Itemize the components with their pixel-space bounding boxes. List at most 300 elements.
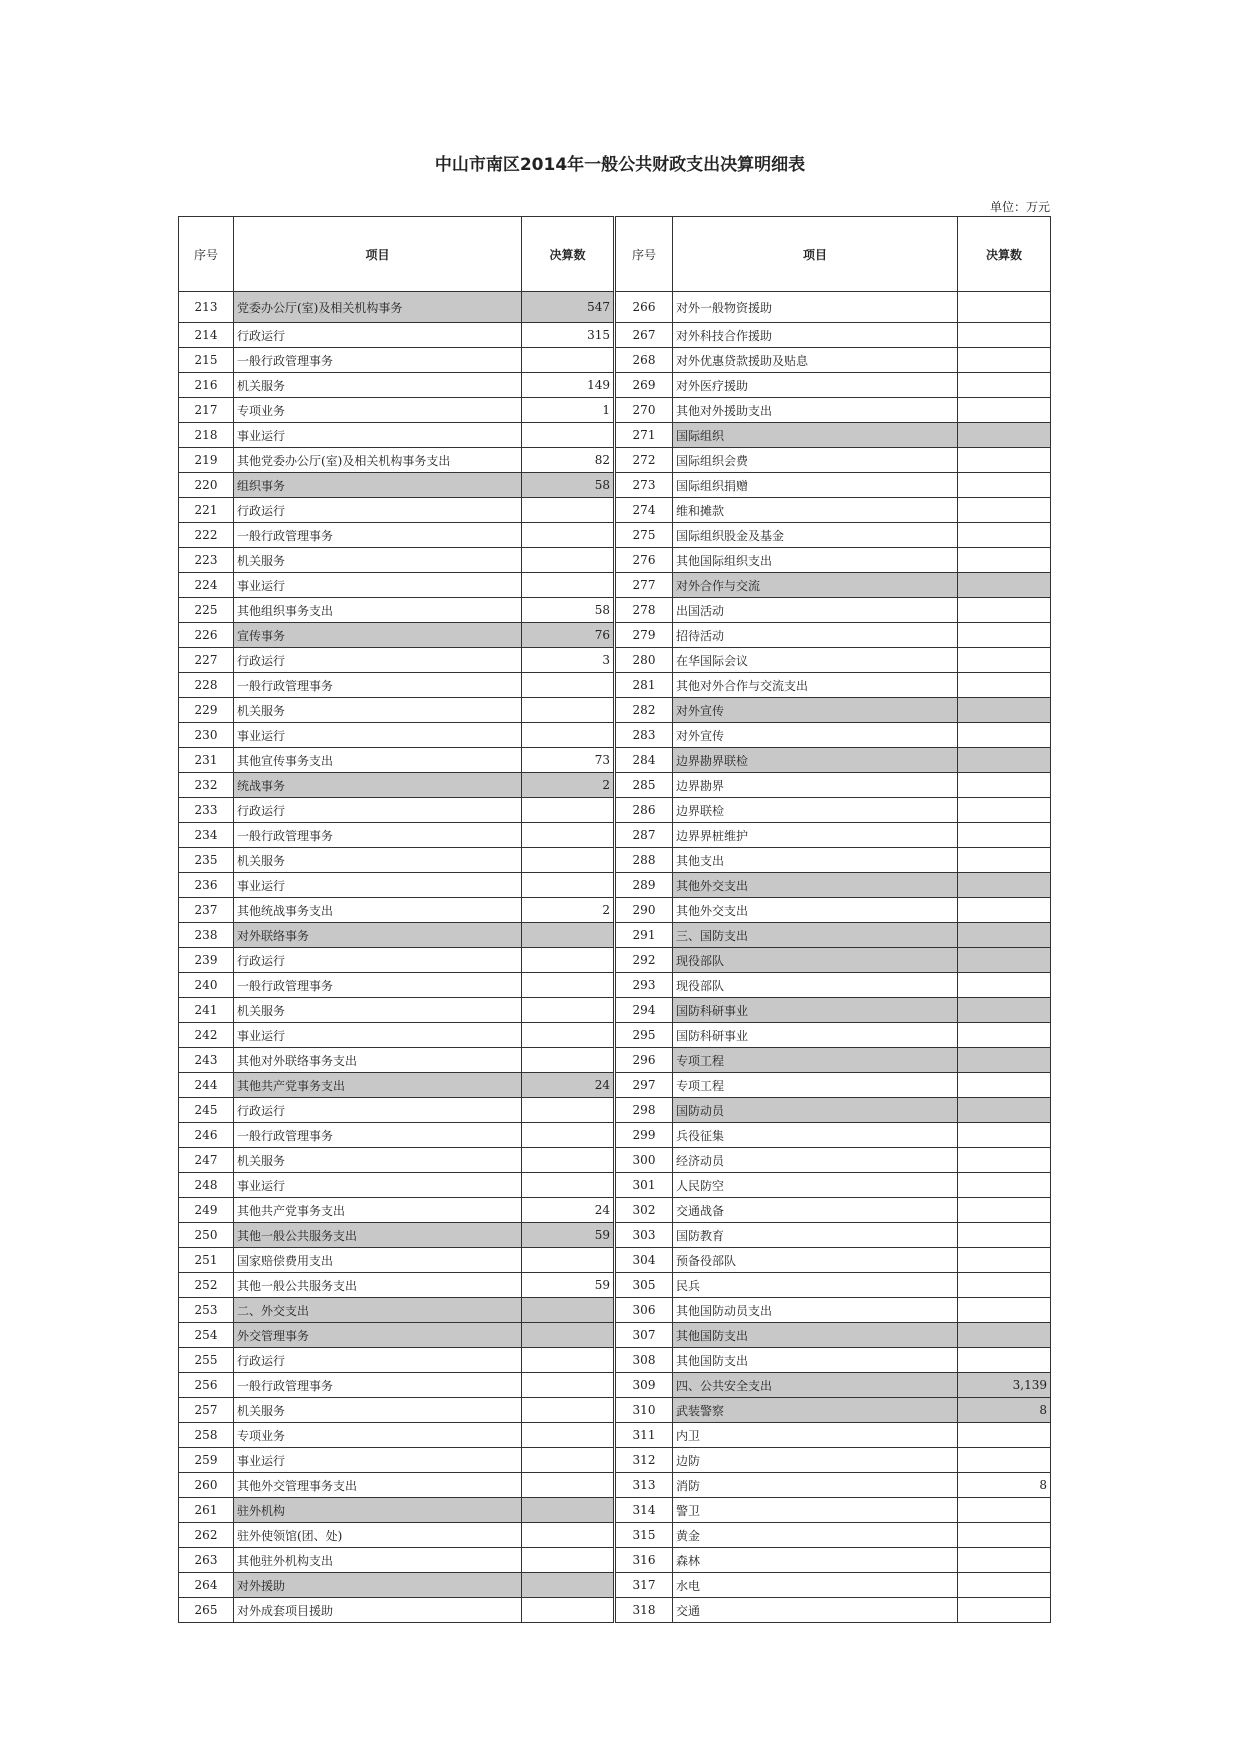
- amount-right: [958, 1048, 1051, 1073]
- item-name-right: 出国活动: [673, 598, 958, 623]
- item-name-right: 其他外交支出: [673, 898, 958, 923]
- item-name-right: 国际组织会费: [673, 448, 958, 473]
- item-name-right: 其他国防支出: [673, 1323, 958, 1348]
- item-name-right: 现役部队: [673, 948, 958, 973]
- row-number-left: 232: [179, 773, 234, 798]
- row-number-right: 271: [615, 423, 673, 448]
- row-number-left: 240: [179, 973, 234, 998]
- item-name-left: 事业运行: [234, 723, 522, 748]
- item-name-left: 机关服务: [234, 1398, 522, 1423]
- amount-left: [522, 1498, 615, 1523]
- amount-left: 315: [522, 323, 615, 348]
- row-number-left: 259: [179, 1448, 234, 1473]
- amount-left: [522, 1523, 615, 1548]
- row-number-left: 245: [179, 1098, 234, 1123]
- row-number-right: 316: [615, 1548, 673, 1573]
- row-number-left: 254: [179, 1323, 234, 1348]
- row-number-left: 222: [179, 523, 234, 548]
- item-name-right: 其他对外合作与交流支出: [673, 673, 958, 698]
- item-name-left: 专项业务: [234, 398, 522, 423]
- item-name-right: 对外优惠贷款援助及贴息: [673, 348, 958, 373]
- row-number-right: 276: [615, 548, 673, 573]
- item-name-left: 组织事务: [234, 473, 522, 498]
- amount-left: [522, 423, 615, 448]
- row-number-right: 279: [615, 623, 673, 648]
- row-number-left: 229: [179, 698, 234, 723]
- amount-left: 24: [522, 1198, 615, 1223]
- amount-left: [522, 348, 615, 373]
- item-name-right: 其他国防动员支出: [673, 1298, 958, 1323]
- amount-right: [958, 448, 1051, 473]
- row-number-left: 215: [179, 348, 234, 373]
- amount-right: [958, 1123, 1051, 1148]
- table-row: [179, 823, 1051, 848]
- item-name-left: 一般行政管理事务: [234, 973, 522, 998]
- row-number-left: 219: [179, 448, 234, 473]
- item-name-right: 民兵: [673, 1273, 958, 1298]
- amount-right: 8: [958, 1473, 1051, 1498]
- amount-right: [958, 548, 1051, 573]
- table-row: [179, 1073, 1051, 1098]
- row-number-left: 253: [179, 1298, 234, 1323]
- table-row: [179, 323, 1051, 348]
- item-name-left: 事业运行: [234, 1448, 522, 1473]
- amount-right: [958, 573, 1051, 598]
- row-number-right: 295: [615, 1023, 673, 1048]
- amount-right: [958, 473, 1051, 498]
- amount-left: [522, 573, 615, 598]
- amount-right: [958, 323, 1051, 348]
- item-name-left: 国家赔偿费用支出: [234, 1248, 522, 1273]
- amount-right: [958, 1423, 1051, 1448]
- row-number-right: 286: [615, 798, 673, 823]
- item-name-right: 消防: [673, 1473, 958, 1498]
- amount-left: [522, 1598, 615, 1623]
- amount-right: [958, 1598, 1051, 1623]
- amount-right: [958, 798, 1051, 823]
- item-name-left: 二、外交支出: [234, 1298, 522, 1323]
- table-row: [179, 673, 1051, 698]
- row-number-right: 294: [615, 998, 673, 1023]
- item-name-right: 对外科技合作援助: [673, 323, 958, 348]
- amount-left: 59: [522, 1273, 615, 1298]
- row-number-right: 317: [615, 1573, 673, 1598]
- item-name-right: 国防科研事业: [673, 998, 958, 1023]
- table-row: [179, 1548, 1051, 1573]
- row-number-right: 309: [615, 1373, 673, 1398]
- row-number-right: 266: [615, 292, 673, 323]
- row-number-right: 297: [615, 1073, 673, 1098]
- row-number-left: 238: [179, 923, 234, 948]
- item-name-right: 交通战备: [673, 1198, 958, 1223]
- amount-right: [958, 373, 1051, 398]
- row-number-left: 261: [179, 1498, 234, 1523]
- row-number-right: 299: [615, 1123, 673, 1148]
- amount-left: 59: [522, 1223, 615, 1248]
- amount-right: [958, 598, 1051, 623]
- item-name-left: 机关服务: [234, 848, 522, 873]
- row-number-left: 226: [179, 623, 234, 648]
- row-number-left: 243: [179, 1048, 234, 1073]
- amount-left: 82: [522, 448, 615, 473]
- amount-right: [958, 1173, 1051, 1198]
- amount-left: [522, 848, 615, 873]
- amount-right: [958, 1198, 1051, 1223]
- row-number-right: 296: [615, 1048, 673, 1073]
- row-number-left: 213: [179, 292, 234, 323]
- amount-left: 547: [522, 292, 615, 323]
- row-number-right: 302: [615, 1198, 673, 1223]
- item-name-right: 对外合作与交流: [673, 573, 958, 598]
- row-number-left: 251: [179, 1248, 234, 1273]
- table-row: [179, 1423, 1051, 1448]
- amount-left: 2: [522, 898, 615, 923]
- amount-left: [522, 1098, 615, 1123]
- item-name-left: 行政运行: [234, 323, 522, 348]
- table-row: [179, 873, 1051, 898]
- item-name-right: 其他国防支出: [673, 1348, 958, 1373]
- item-name-right: 内卫: [673, 1423, 958, 1448]
- amount-left: 149: [522, 373, 615, 398]
- row-number-left: 242: [179, 1023, 234, 1048]
- amount-right: [958, 723, 1051, 748]
- row-number-left: 239: [179, 948, 234, 973]
- item-name-left: 一般行政管理事务: [234, 1373, 522, 1398]
- item-name-right: 国际组织: [673, 423, 958, 448]
- table-row: [179, 1148, 1051, 1173]
- table-row: [179, 1473, 1051, 1498]
- row-number-left: 255: [179, 1348, 234, 1373]
- row-number-right: 278: [615, 598, 673, 623]
- table-row: [179, 548, 1051, 573]
- table-row: [179, 698, 1051, 723]
- item-name-left: 对外援助: [234, 1573, 522, 1598]
- item-name-left: 行政运行: [234, 948, 522, 973]
- amount-left: [522, 673, 615, 698]
- item-name-left: 机关服务: [234, 998, 522, 1023]
- amount-right: [958, 1298, 1051, 1323]
- table-row: [179, 598, 1051, 623]
- row-number-right: 284: [615, 748, 673, 773]
- table-row: [179, 1198, 1051, 1223]
- table-row: [179, 1248, 1051, 1273]
- item-name-right: 对外医疗援助: [673, 373, 958, 398]
- amount-right: [958, 423, 1051, 448]
- amount-right: [958, 1348, 1051, 1373]
- item-name-left: 行政运行: [234, 648, 522, 673]
- item-name-right: 边防: [673, 1448, 958, 1473]
- table-row: [179, 1323, 1051, 1348]
- table-row: [179, 1173, 1051, 1198]
- item-name-right: 人民防空: [673, 1173, 958, 1198]
- item-name-left: 一般行政管理事务: [234, 1123, 522, 1148]
- item-name-left: 对外联络事务: [234, 923, 522, 948]
- item-name-right: 其他对外援助支出: [673, 398, 958, 423]
- row-number-left: 225: [179, 598, 234, 623]
- table-row: [179, 998, 1051, 1023]
- row-number-left: 217: [179, 398, 234, 423]
- amount-right: [958, 923, 1051, 948]
- item-name-right: 对外宣传: [673, 698, 958, 723]
- amount-right: [958, 873, 1051, 898]
- amount-right: [958, 773, 1051, 798]
- row-number-right: 305: [615, 1273, 673, 1298]
- amount-left: 2: [522, 773, 615, 798]
- item-name-left: 其他一般公共服务支出: [234, 1223, 522, 1248]
- table-row: [179, 1398, 1051, 1423]
- row-number-left: 258: [179, 1423, 234, 1448]
- page-title: 中山市南区2014年一般公共财政支出决算明细表: [434, 155, 806, 175]
- item-name-right: 四、公共安全支出: [673, 1373, 958, 1398]
- item-name-right: 招待活动: [673, 623, 958, 648]
- row-number-left: 260: [179, 1473, 234, 1498]
- amount-right: [958, 1073, 1051, 1098]
- row-number-right: 287: [615, 823, 673, 848]
- row-number-right: 275: [615, 523, 673, 548]
- item-name-left: 外交管理事务: [234, 1323, 522, 1348]
- item-name-left: 行政运行: [234, 1098, 522, 1123]
- amount-right: [958, 1573, 1051, 1598]
- row-number-left: 237: [179, 898, 234, 923]
- item-name-left: 一般行政管理事务: [234, 348, 522, 373]
- amount-right: [958, 523, 1051, 548]
- amount-left: [522, 1548, 615, 1573]
- table-row: [179, 1273, 1051, 1298]
- amount-right: [958, 1498, 1051, 1523]
- amount-right: [958, 848, 1051, 873]
- table-row: [179, 798, 1051, 823]
- table-body: [179, 292, 1051, 1623]
- table-row: [179, 1373, 1051, 1398]
- amount-right: [958, 973, 1051, 998]
- item-name-right: 边界界桩维护: [673, 823, 958, 848]
- item-name-left: 事业运行: [234, 1173, 522, 1198]
- amount-left: [522, 1373, 615, 1398]
- amount-left: [522, 1123, 615, 1148]
- table-row: [179, 292, 1051, 323]
- row-number-right: 293: [615, 973, 673, 998]
- row-number-left: 214: [179, 323, 234, 348]
- table-row: [179, 523, 1051, 548]
- amount-left: 1: [522, 398, 615, 423]
- item-name-right: 维和摊款: [673, 498, 958, 523]
- amount-left: [522, 1148, 615, 1173]
- table-row: [179, 973, 1051, 998]
- item-name-right: 森林: [673, 1548, 958, 1573]
- amount-right: 3,139: [958, 1373, 1051, 1398]
- item-name-left: 其他对外联络事务支出: [234, 1048, 522, 1073]
- amount-left: 24: [522, 1073, 615, 1098]
- amount-right: [958, 398, 1051, 423]
- amount-left: [522, 823, 615, 848]
- header-amount-left: 决算数: [522, 217, 615, 292]
- row-number-left: 252: [179, 1273, 234, 1298]
- row-number-left: 265: [179, 1598, 234, 1623]
- row-number-right: 290: [615, 898, 673, 923]
- item-name-left: 一般行政管理事务: [234, 823, 522, 848]
- table-row: [179, 623, 1051, 648]
- row-number-right: 304: [615, 1248, 673, 1273]
- row-number-left: 244: [179, 1073, 234, 1098]
- row-number-left: 231: [179, 748, 234, 773]
- amount-left: [522, 1023, 615, 1048]
- item-name-right: 国际组织捐赠: [673, 473, 958, 498]
- item-name-left: 其他共产党事务支出: [234, 1073, 522, 1098]
- item-name-right: 其他国际组织支出: [673, 548, 958, 573]
- amount-left: [522, 923, 615, 948]
- row-number-right: 300: [615, 1148, 673, 1173]
- item-name-left: 一般行政管理事务: [234, 523, 522, 548]
- row-number-left: 249: [179, 1198, 234, 1223]
- item-name-left: 事业运行: [234, 573, 522, 598]
- amount-left: [522, 523, 615, 548]
- amount-right: [958, 1523, 1051, 1548]
- amount-right: [958, 948, 1051, 973]
- row-number-right: 315: [615, 1523, 673, 1548]
- row-number-left: 236: [179, 873, 234, 898]
- row-number-left: 246: [179, 1123, 234, 1148]
- item-name-left: 一般行政管理事务: [234, 673, 522, 698]
- table-row: [179, 898, 1051, 923]
- table-row: [179, 448, 1051, 473]
- row-number-right: 306: [615, 1298, 673, 1323]
- amount-left: 3: [522, 648, 615, 673]
- row-number-right: 291: [615, 923, 673, 948]
- row-number-left: 250: [179, 1223, 234, 1248]
- unit-label: 单位：万元: [989, 200, 1050, 214]
- item-name-right: 经济动员: [673, 1148, 958, 1173]
- table-row: [179, 723, 1051, 748]
- amount-left: 76: [522, 623, 615, 648]
- item-name-left: 机关服务: [234, 698, 522, 723]
- amount-left: [522, 1423, 615, 1448]
- amount-right: [958, 498, 1051, 523]
- row-number-right: 283: [615, 723, 673, 748]
- item-name-left: 其他宣传事务支出: [234, 748, 522, 773]
- item-name-right: 专项工程: [673, 1048, 958, 1073]
- item-name-right: 水电: [673, 1573, 958, 1598]
- row-number-right: 268: [615, 348, 673, 373]
- amount-left: [522, 798, 615, 823]
- row-number-right: 312: [615, 1448, 673, 1473]
- item-name-left: 行政运行: [234, 498, 522, 523]
- row-number-left: 233: [179, 798, 234, 823]
- row-number-right: 269: [615, 373, 673, 398]
- row-number-right: 307: [615, 1323, 673, 1348]
- amount-right: [958, 1148, 1051, 1173]
- row-number-left: 264: [179, 1573, 234, 1598]
- row-number-left: 262: [179, 1523, 234, 1548]
- item-name-left: 机关服务: [234, 373, 522, 398]
- item-name-right: 国防科研事业: [673, 1023, 958, 1048]
- item-name-left: 事业运行: [234, 873, 522, 898]
- item-name-right: 预备役部队: [673, 1248, 958, 1273]
- item-name-left: 其他外交管理事务支出: [234, 1473, 522, 1498]
- item-name-left: 机关服务: [234, 1148, 522, 1173]
- amount-left: [522, 548, 615, 573]
- amount-right: [958, 1223, 1051, 1248]
- table-row: [179, 1598, 1051, 1623]
- table-row: [179, 848, 1051, 873]
- amount-left: [522, 498, 615, 523]
- row-number-right: 267: [615, 323, 673, 348]
- amount-right: [958, 292, 1051, 323]
- amount-left: [522, 1248, 615, 1273]
- amount-right: [958, 698, 1051, 723]
- header-seq-right: 序号: [615, 217, 673, 292]
- row-number-left: 248: [179, 1173, 234, 1198]
- amount-left: [522, 1473, 615, 1498]
- table-row: [179, 1498, 1051, 1523]
- item-name-right: 黄金: [673, 1523, 958, 1548]
- amount-left: [522, 1323, 615, 1348]
- amount-left: [522, 1398, 615, 1423]
- amount-left: [522, 698, 615, 723]
- table-row: [179, 1098, 1051, 1123]
- item-name-left: 对外成套项目援助: [234, 1598, 522, 1623]
- table-row: [179, 1298, 1051, 1323]
- item-name-left: 其他组织事务支出: [234, 598, 522, 623]
- row-number-left: 216: [179, 373, 234, 398]
- row-number-left: 227: [179, 648, 234, 673]
- amount-right: [958, 623, 1051, 648]
- amount-right: [958, 748, 1051, 773]
- row-number-left: 230: [179, 723, 234, 748]
- amount-left: [522, 948, 615, 973]
- item-name-right: 对外宣传: [673, 723, 958, 748]
- row-number-right: 314: [615, 1498, 673, 1523]
- row-number-right: 289: [615, 873, 673, 898]
- row-number-right: 273: [615, 473, 673, 498]
- row-number-right: 272: [615, 448, 673, 473]
- item-name-left: 其他一般公共服务支出: [234, 1273, 522, 1298]
- amount-left: [522, 1048, 615, 1073]
- table-row: [179, 748, 1051, 773]
- table-header-row: [179, 217, 1051, 292]
- row-number-right: 311: [615, 1423, 673, 1448]
- item-name-left: 党委办公厅(室)及相关机构事务: [234, 292, 522, 323]
- table-row: [179, 423, 1051, 448]
- item-name-right: 现役部队: [673, 973, 958, 998]
- row-number-left: 256: [179, 1373, 234, 1398]
- table-row: [179, 1123, 1051, 1148]
- item-name-left: 机关服务: [234, 548, 522, 573]
- item-name-left: 其他统战事务支出: [234, 898, 522, 923]
- table-row: [179, 648, 1051, 673]
- table-row: [179, 348, 1051, 373]
- header-seq-left: 序号: [179, 217, 234, 292]
- row-number-left: 235: [179, 848, 234, 873]
- row-number-right: 318: [615, 1598, 673, 1623]
- row-number-right: 281: [615, 673, 673, 698]
- table-row: [179, 948, 1051, 973]
- amount-right: [958, 1548, 1051, 1573]
- row-number-right: 270: [615, 398, 673, 423]
- table-row: [179, 1573, 1051, 1598]
- amount-right: [958, 648, 1051, 673]
- item-name-left: 事业运行: [234, 423, 522, 448]
- table-row: [179, 923, 1051, 948]
- item-name-right: 警卫: [673, 1498, 958, 1523]
- row-number-left: 223: [179, 548, 234, 573]
- amount-left: [522, 1348, 615, 1373]
- header-item-left: 项目: [234, 217, 522, 292]
- table-row: [179, 473, 1051, 498]
- item-name-left: 行政运行: [234, 1348, 522, 1373]
- row-number-left: 247: [179, 1148, 234, 1173]
- amount-right: [958, 898, 1051, 923]
- row-number-right: 292: [615, 948, 673, 973]
